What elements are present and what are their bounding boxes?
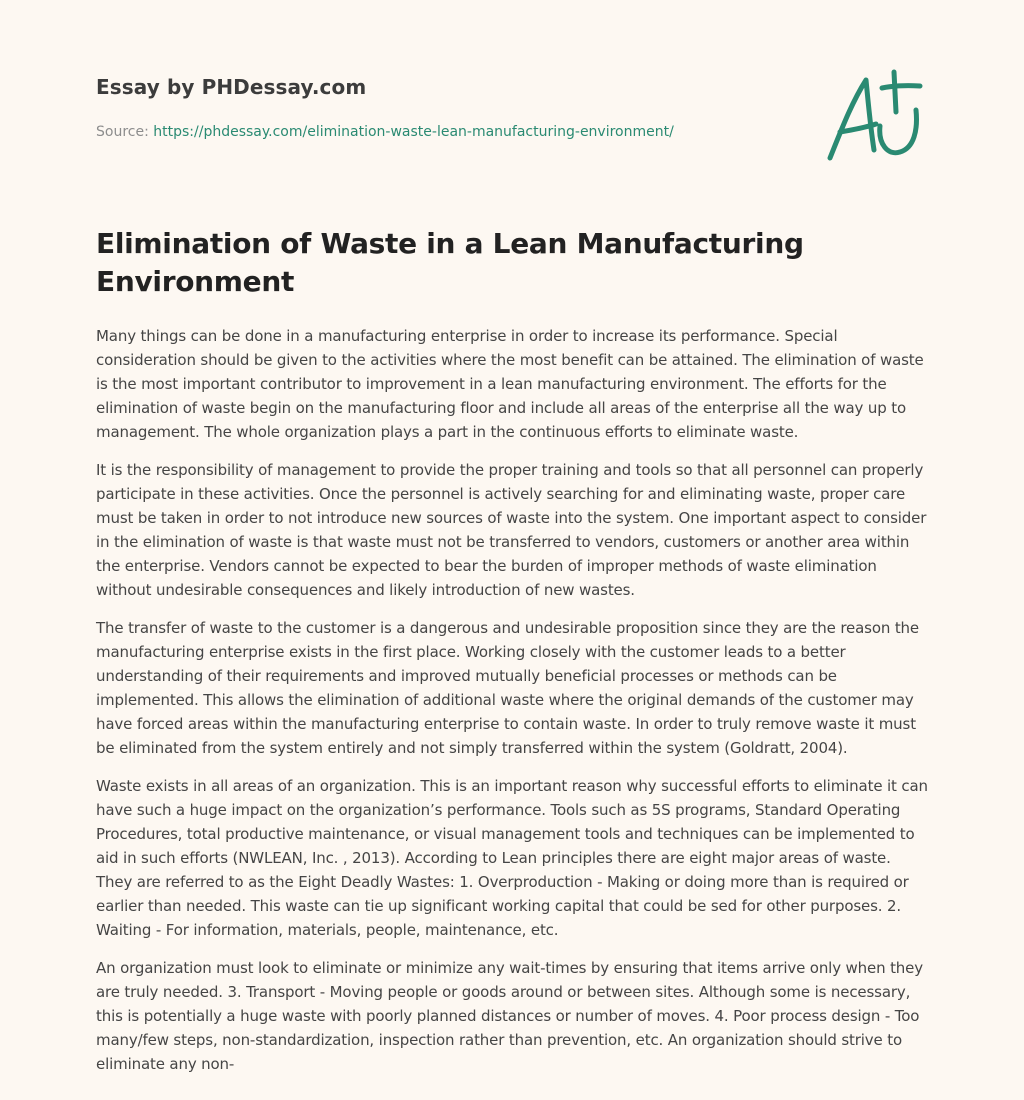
- source-line: [96, 124, 674, 140]
- article-paragraph: The transfer of waste to the customer is a dangerous and undesirable proposition since they are the reason the manufacturing enterprise exists in the first place. Working closely with the customer leads to a better understanding of their requirements and improved mutually beneficial processes or methods can be implemented. This allows the elimination of additional waste where the original demands of the customer may have forced areas within the manufacturing enterprise to contain waste. In order to truly remove waste it must be eliminated from the system entirely and not simply transferred within the system (Goldratt, 2004).: [96, 619, 919, 757]
- article-paragraph: Many things can be done in a manufacturing enterprise in order to increase its performance. Special consideration should be given to the activities where the most benefit can be attained. The elimination of waste is the most important contributor to improvement in a lean manufacturing environment. The efforts for the elimination of waste begin on the manufacturing floor and include all areas of the enterprise all the way up to management. The whole organization plays a part in the continuous efforts to eliminate waste.: [96, 327, 924, 441]
- article-body: [96, 324, 930, 1090]
- article-paragraph: An organization must look to eliminate or minimize any wait-times by ensuring that items arrive only when they are truly needed. 3. Transport - Moving people or goods around or between sites. Although some is necessary, this is potentially a huge waste with poorly planned distances or number of moves. 4. Poor process design - Too many/few steps, non-standardization, inspection rather than prevention, etc. An organization should strive to eliminate any non-: [96, 959, 923, 1073]
- site-brand: Essay by PHDessay.com: [96, 75, 367, 99]
- article-paragraph: It is the responsibility of management to provide the proper training and tools so that all personnel can properly participate in these activities. Once the personnel is actively searching for and eliminating waste, proper care must be taken in order to not introduce new sources of waste into the system. One important aspect to consider in the elimination of waste is that waste must not be transferred to vendors, customers or another area within the enterprise. Vendors cannot be expected to bear the burden of improper methods of waste elimination without undesirable consequences and likely introduction of new wastes.: [96, 461, 927, 599]
- article-paragraph: Waste exists in all areas of an organization. This is an important reason why successful efforts to eliminate it can have such a huge impact on the organization’s performance. Tools such as 5S programs, Standard Operating Procedures, total productive maintenance, or visual management tools and techniques can be implemented to aid in such efforts (NWLEAN, Inc. , 2013). According to Lean principles there are eight major areas of waste. They are referred to as the Eight Deadly Wastes: 1. Overproduction - Making or doing more than is required or earlier than needed. This waste can tie up significant working capital that could be sed for other purposes. 2. Waiting - For information, materials, people, maintenance, etc.: [96, 777, 928, 939]
- a-plus-logo-icon: [818, 66, 930, 166]
- source-label: Source:: [96, 124, 154, 140]
- source-link[interactable]: https://phdessay.com/elimination-waste-lean-manufacturing-environment/: [153, 124, 674, 140]
- article-title: Elimination of Waste in a Lean Manufacturing Environment: [96, 227, 804, 298]
